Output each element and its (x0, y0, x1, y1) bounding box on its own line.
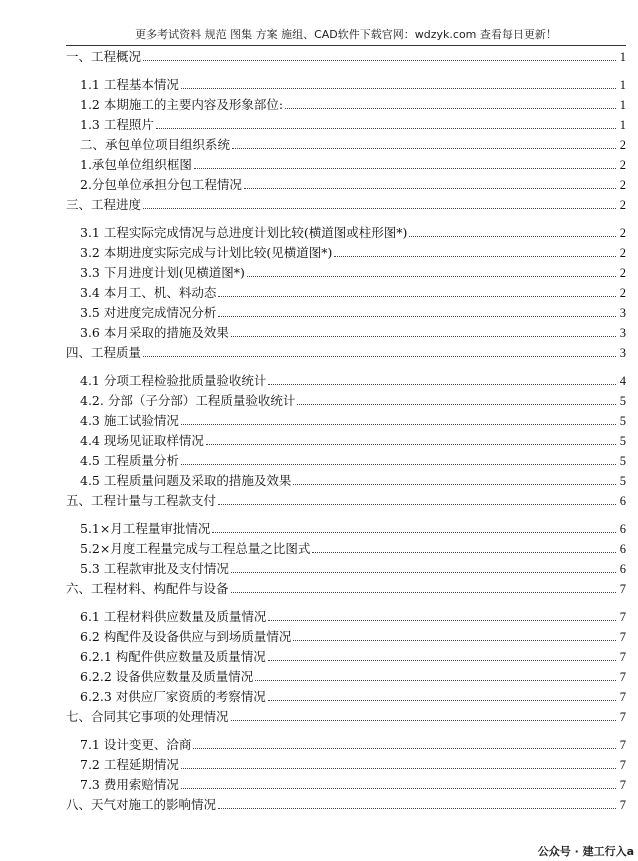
toc-entry-page-number: 5 (619, 454, 626, 468)
toc-entry[interactable] (66, 157, 626, 173)
toc-entry[interactable] (66, 669, 626, 685)
toc-entry-page-number: 2 (619, 138, 626, 152)
toc-entry-label: 5.2×月度工程量完成与工程总量之比图式 (80, 541, 311, 556)
toc-entry-page-number: 5 (619, 414, 626, 428)
toc-entry-label: 3.3 下月进度计划(见横道图*) (80, 265, 245, 280)
toc-dot-leader (268, 700, 616, 701)
toc-entry[interactable] (66, 433, 626, 449)
toc-dot-leader (156, 128, 616, 129)
toc-entry-label: 1.3 工程照片 (80, 117, 154, 132)
toc-dot-leader (143, 208, 616, 209)
toc-dot-leader (268, 620, 616, 621)
toc-entry[interactable] (66, 197, 626, 213)
toc-entry-label: 3.1 工程实际完成情况与总进度计划比较(横道图或柱形图*) (80, 225, 408, 240)
toc-dot-leader (231, 720, 616, 721)
toc-entry-label: 7.2 工程延期情况 (80, 757, 179, 772)
toc-entry-label: 一、工程概况 (66, 49, 142, 64)
toc-entry[interactable] (66, 541, 626, 557)
toc-entry-page-number: 2 (619, 198, 626, 212)
toc-entry-label: 4.5 工程质量分析 (80, 453, 179, 468)
toc-dot-leader (255, 680, 616, 681)
toc-dot-leader (247, 276, 616, 277)
toc-entry-page-number: 4 (619, 374, 626, 388)
toc-entry-page-number: 7 (619, 670, 626, 684)
toc-dot-leader (231, 592, 616, 593)
toc-dot-leader (268, 384, 616, 385)
toc-entry[interactable] (66, 137, 626, 153)
toc-entry-page-number: 5 (619, 434, 626, 448)
toc-dot-leader (143, 356, 616, 357)
toc-entry-label: 3.6 本月采取的措施及效果 (80, 325, 229, 340)
toc-entry[interactable] (66, 117, 626, 133)
toc-entry-label: 七、合同其它事项的处理情况 (66, 709, 229, 724)
toc-entry[interactable] (66, 245, 626, 261)
toc-entry-page-number: 2 (619, 158, 626, 172)
toc-dot-leader (181, 788, 616, 789)
toc-dot-leader (193, 748, 616, 749)
toc-entry-label: 4.3 施工试验情况 (80, 413, 179, 428)
toc-entry-label: 6.1 工程材料供应数量及质量情况 (80, 609, 267, 624)
toc-entry-page-number: 7 (619, 630, 626, 644)
toc-dot-leader (181, 464, 616, 465)
toc-entry[interactable] (66, 493, 626, 509)
toc-entry[interactable] (66, 325, 626, 341)
toc-dot-leader (293, 640, 616, 641)
toc-entry-page-number: 7 (619, 582, 626, 596)
toc-entry-label: 八、天气对施工的影响情况 (66, 797, 217, 812)
toc-dot-leader (293, 484, 616, 485)
toc-entry-page-number: 7 (619, 690, 626, 704)
toc-entry-label: 1.2 本期施工的主要内容及形象部位: (80, 97, 284, 112)
toc-entry-label: 四、工程质量 (66, 345, 142, 360)
toc-entry-page-number: 7 (619, 758, 626, 772)
toc-entry[interactable] (66, 285, 626, 301)
toc-dot-leader (181, 424, 616, 425)
toc-entry-label: 3.5 对进度完成情况分析 (80, 305, 217, 320)
toc-entry[interactable] (66, 757, 626, 773)
toc-entry[interactable] (66, 265, 626, 281)
toc-entry-page-number: 3 (619, 306, 626, 320)
toc-entry-label: 7.1 设计变更、洽商 (80, 737, 192, 752)
toc-entry[interactable] (66, 521, 626, 537)
toc-entry[interactable] (66, 561, 626, 577)
toc-entry-page-number: 3 (619, 346, 626, 360)
toc-dot-leader (268, 660, 616, 661)
toc-entry-label: 7.3 费用索赔情况 (80, 777, 179, 792)
toc-entry-page-number: 6 (619, 494, 626, 508)
toc-entry-label: 4.2. 分部（子分部）工程质量验收统计 (80, 393, 296, 408)
toc-entry-page-number: 7 (619, 610, 626, 624)
toc-entry[interactable] (66, 49, 626, 65)
toc-entry-page-number: 1 (619, 98, 626, 112)
toc-entry-page-number: 1 (619, 50, 626, 64)
toc-entry[interactable] (66, 225, 626, 241)
toc-entry-page-number: 7 (619, 738, 626, 752)
toc-entry-label: 六、工程材料、构配件与设备 (66, 581, 229, 596)
toc-entry[interactable] (66, 413, 626, 429)
toc-dot-leader (212, 532, 616, 533)
toc-dot-leader (194, 168, 616, 169)
toc-dot-leader (285, 108, 616, 109)
toc-entry-label: 1.1 工程基本情况 (80, 77, 179, 92)
toc-entry-page-number: 7 (619, 710, 626, 724)
toc-entry-page-number: 5 (619, 474, 626, 488)
toc-entry[interactable] (66, 649, 626, 665)
toc-entry-label: 6.2.3 对供应厂家资质的考察情况 (80, 689, 266, 704)
toc-entry-page-number: 7 (619, 798, 626, 812)
toc-entry-page-number: 6 (619, 542, 626, 556)
toc-entry-label: 6.2 构配件及设备供应与到场质量情况 (80, 629, 292, 644)
toc-entry[interactable] (66, 629, 626, 645)
toc-entry-page-number: 1 (619, 78, 626, 92)
toc-entry[interactable] (66, 709, 626, 725)
toc-entry-label: 3.2 本期进度实际完成与计划比较(见横道图*) (80, 245, 333, 260)
table-of-contents (66, 45, 626, 813)
toc-entry[interactable] (66, 777, 626, 793)
toc-dot-leader (181, 88, 616, 89)
toc-entry-page-number: 5 (619, 394, 626, 408)
toc-entry[interactable] (66, 393, 626, 409)
toc-entry[interactable] (66, 77, 626, 93)
page-header: 更多考试资料 规范 图集 方案 施组、CAD软件下载官网：wdzyk.com 查看每日更新！ (135, 28, 557, 41)
toc-dot-leader (334, 256, 616, 257)
toc-dot-leader (231, 336, 616, 337)
toc-dot-leader (409, 236, 616, 237)
toc-entry-label: 4.4 现场见证取样情况 (80, 433, 204, 448)
toc-entry[interactable] (66, 177, 626, 193)
toc-entry-label: 二、承包单位项目组织系统 (80, 137, 231, 152)
toc-entry-page-number: 2 (619, 246, 626, 260)
toc-entry[interactable] (66, 97, 626, 113)
toc-dot-leader (206, 444, 616, 445)
toc-entry-page-number: 2 (619, 178, 626, 192)
toc-dot-leader (181, 768, 616, 769)
toc-entry[interactable] (66, 345, 626, 361)
toc-entry-label: 4.5 工程质量问题及采取的措施及效果 (80, 473, 292, 488)
toc-entry[interactable] (66, 737, 626, 753)
toc-entry-page-number: 7 (619, 778, 626, 792)
toc-entry[interactable] (66, 305, 626, 321)
toc-entry[interactable] (66, 609, 626, 625)
toc-dot-leader (297, 404, 616, 405)
toc-entry-page-number: 6 (619, 562, 626, 576)
toc-entry-label: 5.1×月工程量审批情况 (80, 521, 211, 536)
toc-entry-page-number: 7 (619, 650, 626, 664)
toc-entry-label: 5.3 工程款审批及支付情况 (80, 561, 229, 576)
toc-entry-label: 五、工程计量与工程款支付 (66, 493, 217, 508)
toc-entry[interactable] (66, 453, 626, 469)
toc-entry[interactable] (66, 689, 626, 705)
toc-entry-label: 2.分包单位承担分包工程情况 (80, 177, 242, 192)
toc-dot-leader (143, 60, 616, 61)
toc-entry-page-number: 2 (619, 266, 626, 280)
toc-entry-label: 1.承包单位组织框图 (80, 157, 192, 172)
watermark-footer: 公众号 · 建工行入a (537, 845, 634, 858)
toc-dot-leader (218, 504, 616, 505)
toc-entry-label: 6.2.1 构配件供应数量及质量情况 (80, 649, 266, 664)
toc-entry-page-number: 3 (619, 326, 626, 340)
toc-dot-leader (218, 316, 616, 317)
toc-entry-page-number: 6 (619, 522, 626, 536)
toc-dot-leader (218, 808, 616, 809)
toc-entry[interactable] (66, 797, 626, 813)
toc-dot-leader (244, 188, 616, 189)
toc-entry-label: 6.2.2 设备供应数量及质量情况 (80, 669, 254, 684)
toc-entry[interactable] (66, 473, 626, 489)
toc-dot-leader (218, 296, 616, 297)
toc-entry-label: 4.1 分项工程检验批质量验收统计 (80, 373, 267, 388)
toc-dot-leader (231, 572, 616, 573)
toc-entry-label: 三、工程进度 (66, 197, 142, 212)
toc-entry[interactable] (66, 373, 626, 389)
toc-dot-leader (312, 552, 616, 553)
toc-entry-label: 3.4 本月工、机、料动态 (80, 285, 217, 300)
toc-entry[interactable] (66, 581, 626, 597)
toc-dot-leader (232, 148, 616, 149)
toc-entry-page-number: 2 (619, 286, 626, 300)
toc-entry-page-number: 2 (619, 226, 626, 240)
toc-entry-page-number: 1 (619, 118, 626, 132)
